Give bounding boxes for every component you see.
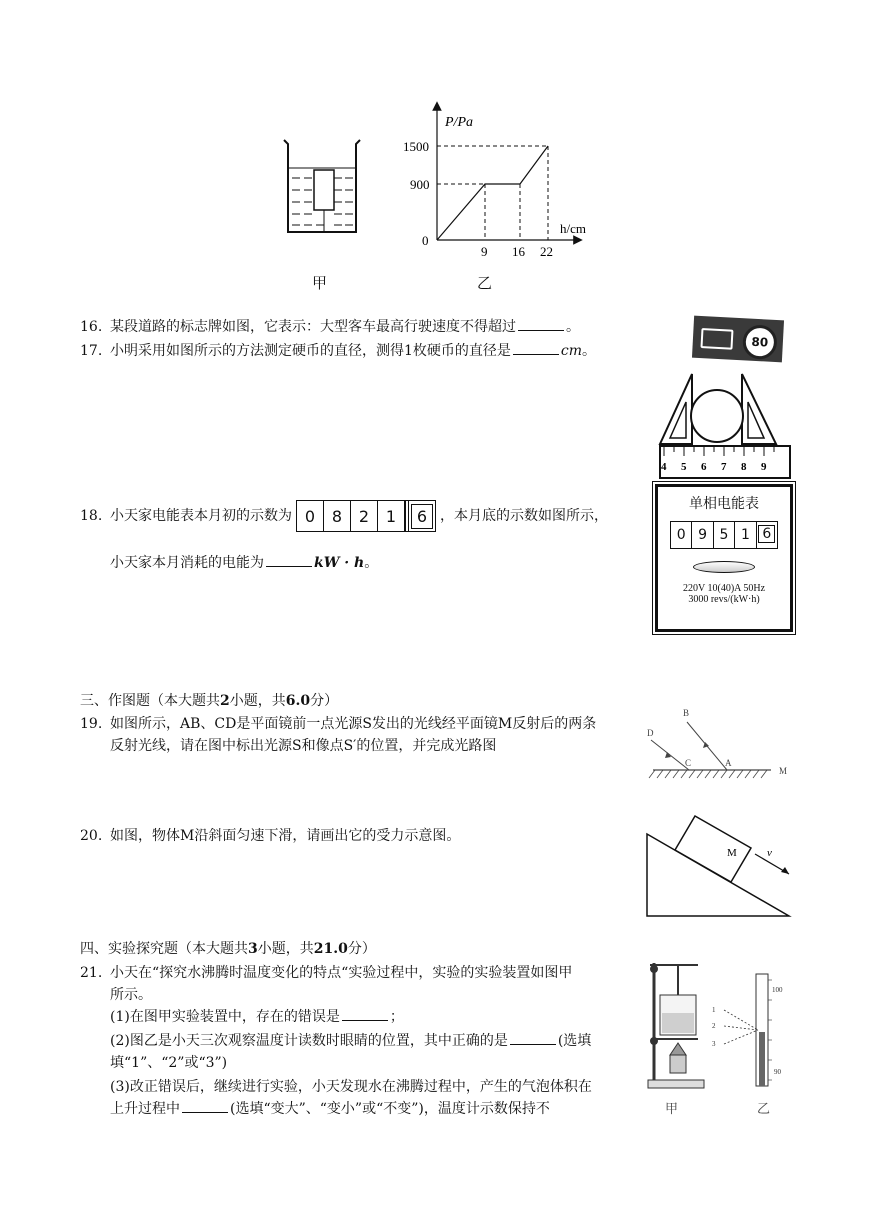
eye-position-2: 2 [712, 1022, 716, 1030]
graph-y-tick-1500: 1500 [403, 139, 429, 154]
fig15-label-jia: 甲 [312, 274, 328, 292]
mirror-label-M: M [779, 766, 788, 776]
ruler-tick-9: 9 [761, 461, 767, 473]
mirror-label-D: D [647, 728, 654, 738]
ruler-tick-8: 8 [741, 461, 747, 473]
meter-title: 单相电能表 [689, 496, 759, 512]
speed-limit-sign [692, 316, 784, 363]
question-21-part3-line2: 上升过程中 (选填“变大”、“变小”或“不变”)，温度计示数保持不 [110, 1101, 550, 1117]
answer-blank[interactable] [266, 554, 312, 567]
start-meter-reading: 0 8 2 1 6 [296, 500, 436, 532]
incline-label-v: v [767, 847, 772, 859]
bus-icon [700, 328, 733, 350]
graph-x-tick-9: 9 [481, 244, 488, 259]
question-17: 17. 小明采用如图所示的方法测定硬币的直径，测得1枚硬币的直径是 cm。 [80, 343, 597, 359]
question-18-line2: 小天家本月消耗的电能为 kW · h。 [110, 555, 379, 571]
incline-label-M: M [727, 847, 737, 859]
question-19-line1: 19. 如图所示，AB、CD是平面镜前一点光源S发出的光线经平面镜M反射后的两条 [80, 716, 597, 732]
answer-blank[interactable] [518, 318, 564, 331]
mirror-label-C: C [685, 758, 692, 768]
question-20: 20. 如图，物体M沿斜面匀速下滑，请画出它的受力示意图。 [80, 828, 461, 844]
graph-x-axis-label: h/cm [560, 221, 586, 236]
answer-blank[interactable] [510, 1032, 556, 1045]
pressure-depth-graph [400, 100, 600, 260]
thermometer-top-mark: 100 [772, 986, 783, 994]
meter-spec-2: 3000 revs/(kW·h) [688, 594, 760, 605]
ruler-tick-7: 7 [721, 461, 727, 473]
boiling-apparatus-figure [640, 955, 714, 1100]
graph-x-tick-16: 16 [512, 244, 525, 259]
question-21-line1: 21. 小天在“探究水沸腾时温度变化的特点“实验过程中，实验的实验装置如图甲 [80, 965, 573, 981]
ruler-tick-5: 5 [681, 461, 687, 473]
section-3-heading: 三、作图题（本大题共2小题，共6.0分） [80, 693, 339, 709]
graph-y-axis-label: P/Pa [445, 115, 473, 130]
fig15-label-yi: 乙 [477, 274, 493, 292]
energy-meter-figure [655, 484, 793, 632]
eye-position-1: 1 [712, 1006, 716, 1014]
mirror-label-A: A [725, 758, 732, 768]
question-16: 16. 某段道路的标志牌如图，它表示：大型客车最高行驶速度不得超过 。 [80, 319, 580, 335]
fig21-label-yi: 乙 [757, 1102, 771, 1117]
beaker-figure [278, 132, 368, 242]
meter-display: 0 9 5 1 6 [670, 521, 778, 549]
thermometer-reading-figure [710, 970, 800, 1090]
question-21-part3: (3)改正错误后，继续进行实验，小天发现水在沸腾过程中，产生的气泡体积在 [110, 1079, 592, 1095]
question-21-part2-line2: 填“1”、“2”或“3”) [110, 1055, 228, 1071]
question-18-line1: 18. 小天家电能表本月初的示数为 0 8 2 1 6 ，本月底的示数如图所示， [80, 500, 608, 532]
fig21-label-jia: 甲 [665, 1102, 679, 1117]
thermometer-bottom-mark: 90 [774, 1068, 781, 1076]
answer-blank[interactable] [182, 1100, 228, 1113]
incline-figure [643, 808, 793, 920]
answer-blank[interactable] [342, 1008, 388, 1021]
graph-x-tick-22: 22 [540, 244, 553, 259]
question-21-part1: (1)在图甲实验装置中，存在的错误是 ； [110, 1009, 404, 1025]
speed-limit-circle: 80 [742, 324, 778, 360]
ruler-tick-4: 4 [661, 461, 667, 473]
coin-ruler-figure [652, 366, 798, 486]
question-19-line2: 反射光线，请在图中标出光源S和像点S′的位置，并完成光路图 [110, 738, 497, 754]
mirror-reflection-figure [643, 700, 793, 782]
graph-y-tick-900: 900 [410, 177, 430, 192]
ruler-tick-6: 6 [701, 461, 707, 473]
graph-y-tick-0: 0 [422, 233, 429, 248]
section-4-heading: 四、实验探究题（本大题共3小题，共21.0分） [80, 941, 376, 957]
meter-disc [693, 561, 755, 573]
answer-blank[interactable] [513, 342, 559, 355]
question-21-part2: (2)图乙是小天三次观察温度计读数时眼睛的位置，其中正确的是 (选填 [110, 1033, 592, 1049]
mirror-label-B: B [683, 708, 690, 718]
question-21-line2: 所示。 [110, 987, 152, 1003]
eye-position-3: 3 [712, 1040, 716, 1048]
meter-spec-1: 220V 10(40)A 50Hz [682, 583, 766, 594]
